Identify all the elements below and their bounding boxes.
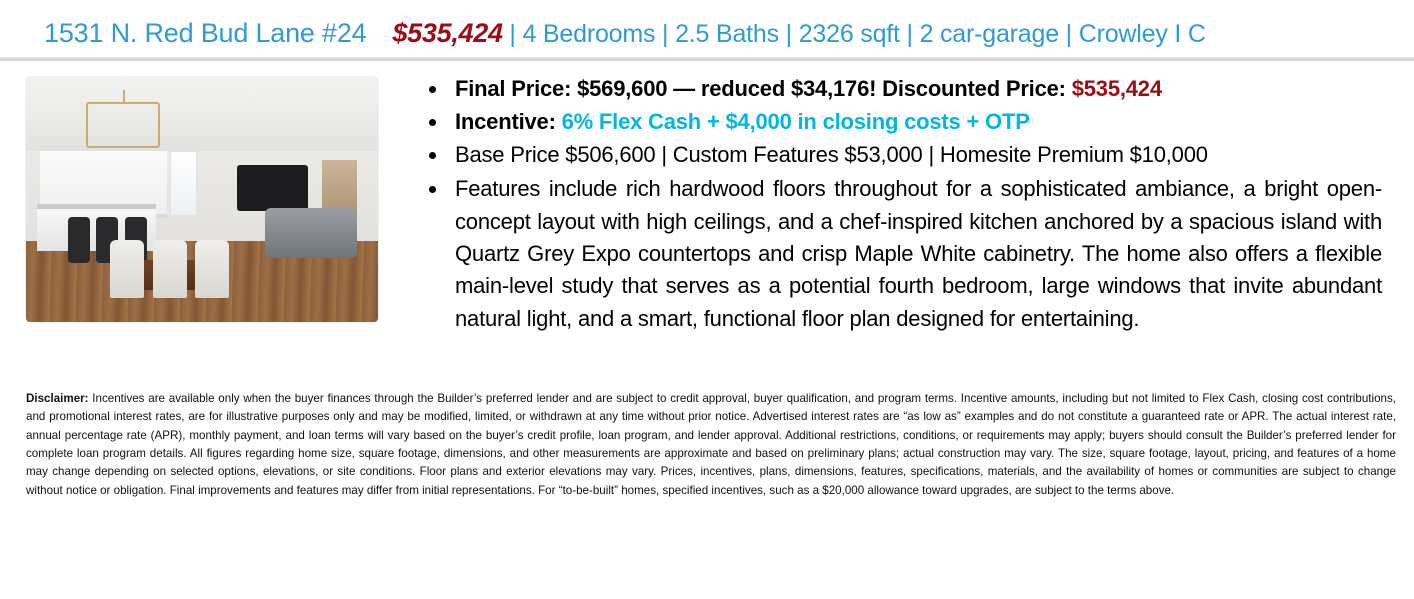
- spec-baths: 2.5 Baths: [675, 20, 779, 48]
- final-price-label: Final Price:: [455, 76, 578, 101]
- listing-details: [381, 73, 1398, 337]
- bullet-pricing-breakdown: • Base Price $506,600 | Custom Features $53,000 | Homesite Premium $10,000: [449, 139, 1382, 171]
- spec-bedrooms: 4 Bedrooms: [522, 20, 656, 48]
- bullet-incentive: [449, 106, 1382, 137]
- spec-separator-3: |: [778, 20, 799, 48]
- spec-separator-2: |: [655, 20, 676, 48]
- listing-header: [0, 0, 1414, 57]
- photo-television: [237, 165, 307, 211]
- disclaimer-block: [0, 390, 1414, 500]
- photo-dining-chair: [110, 240, 144, 298]
- photo-bar-stool: [68, 217, 90, 263]
- property-photo: [26, 77, 378, 322]
- details-bullet-list: [421, 73, 1382, 335]
- photo-dining-chair: [195, 240, 229, 298]
- spec-separator-1: |: [502, 20, 523, 48]
- bullet-final-price: [449, 73, 1382, 104]
- property-photo-container: [16, 73, 381, 322]
- final-price-value: $569,600 — reduced $34,176! Discounted Price:: [577, 76, 1072, 101]
- spec-separator-4: |: [899, 20, 920, 48]
- photo-sofa: [265, 208, 357, 258]
- property-specs: [392, 18, 1398, 49]
- spec-garage: 2 car-garage: [919, 20, 1059, 48]
- listing-body: [0, 61, 1414, 337]
- disclaimer-label: Disclaimer:: [26, 392, 89, 405]
- header-price: $535,424: [392, 18, 503, 48]
- photo-window: [170, 151, 197, 217]
- bullet-features: • Features include rich hardwood floors throughout for a sophisticated ambiance, a bright open-concept layout with high ceilings, and a chef-inspired kitchen anchored by a spacious island with Quartz Grey Expo countertops and crisp Maple White cabinetry. The home also offers a flexible main-level study that serves as a potential fourth bedroom, large windows that invite abundant natural light, and a smart, functional floor plan designed for entertaining.: [449, 173, 1382, 335]
- photo-pendant-light: [86, 102, 160, 148]
- photo-dining-chair: [153, 240, 187, 298]
- spec-sqft: 2326 sqft: [798, 20, 900, 48]
- incentive-label: Incentive:: [455, 109, 562, 135]
- discounted-price-value: $535,424: [1071, 76, 1162, 101]
- property-address: 1531 N. Red Bud Lane #24: [44, 18, 367, 48]
- spec-community: Crowley I C: [1078, 20, 1206, 48]
- disclaimer-text: Incentives are available only when the buyer finances through the Builder’s preferred lender and are subject to credit approval, buyer qualification, and program terms. Incentive amounts, including but not limited to Flex Cash, closing cost contributions, and promotional interest rates, are for illustrative purposes only and may be modified, limited, or withdrawn at any time without prior notice. Advertised interest rates are “as low as” examples and do not constitute a guaranteed rate or APR. The actual interest rate, annual percentage rate (APR), monthly payment, and loan terms will vary based on the buyer’s credit profile, loan program, and lender approval. Additional restrictions, conditions, or requirements may apply; buyers should consult the Builder’s preferred lender for complete loan program details. All figures regarding home size, square footage, dimensions, and other measurements are approximate and based on preliminary plans; actual construction may vary. The size, square footage, layout, pricing, and features of a home may change depending on selected options, elevations, or site conditions. Floor plans and exterior elevations may vary. Prices, incentives, plans, dimensions, features, specifications, materials, and the availability of homes or communities are subject to change without notice or obligation. Final improvements and features may differ from initial representations. For “to-be-built” homes, specified incentives, such as a $20,000 allowance toward upgrades, are subject to the terms above.: [26, 392, 1396, 497]
- incentive-value: 6% Flex Cash + $4,000 in closing costs + OTP: [561, 109, 1030, 135]
- spec-separator-5: |: [1058, 20, 1079, 48]
